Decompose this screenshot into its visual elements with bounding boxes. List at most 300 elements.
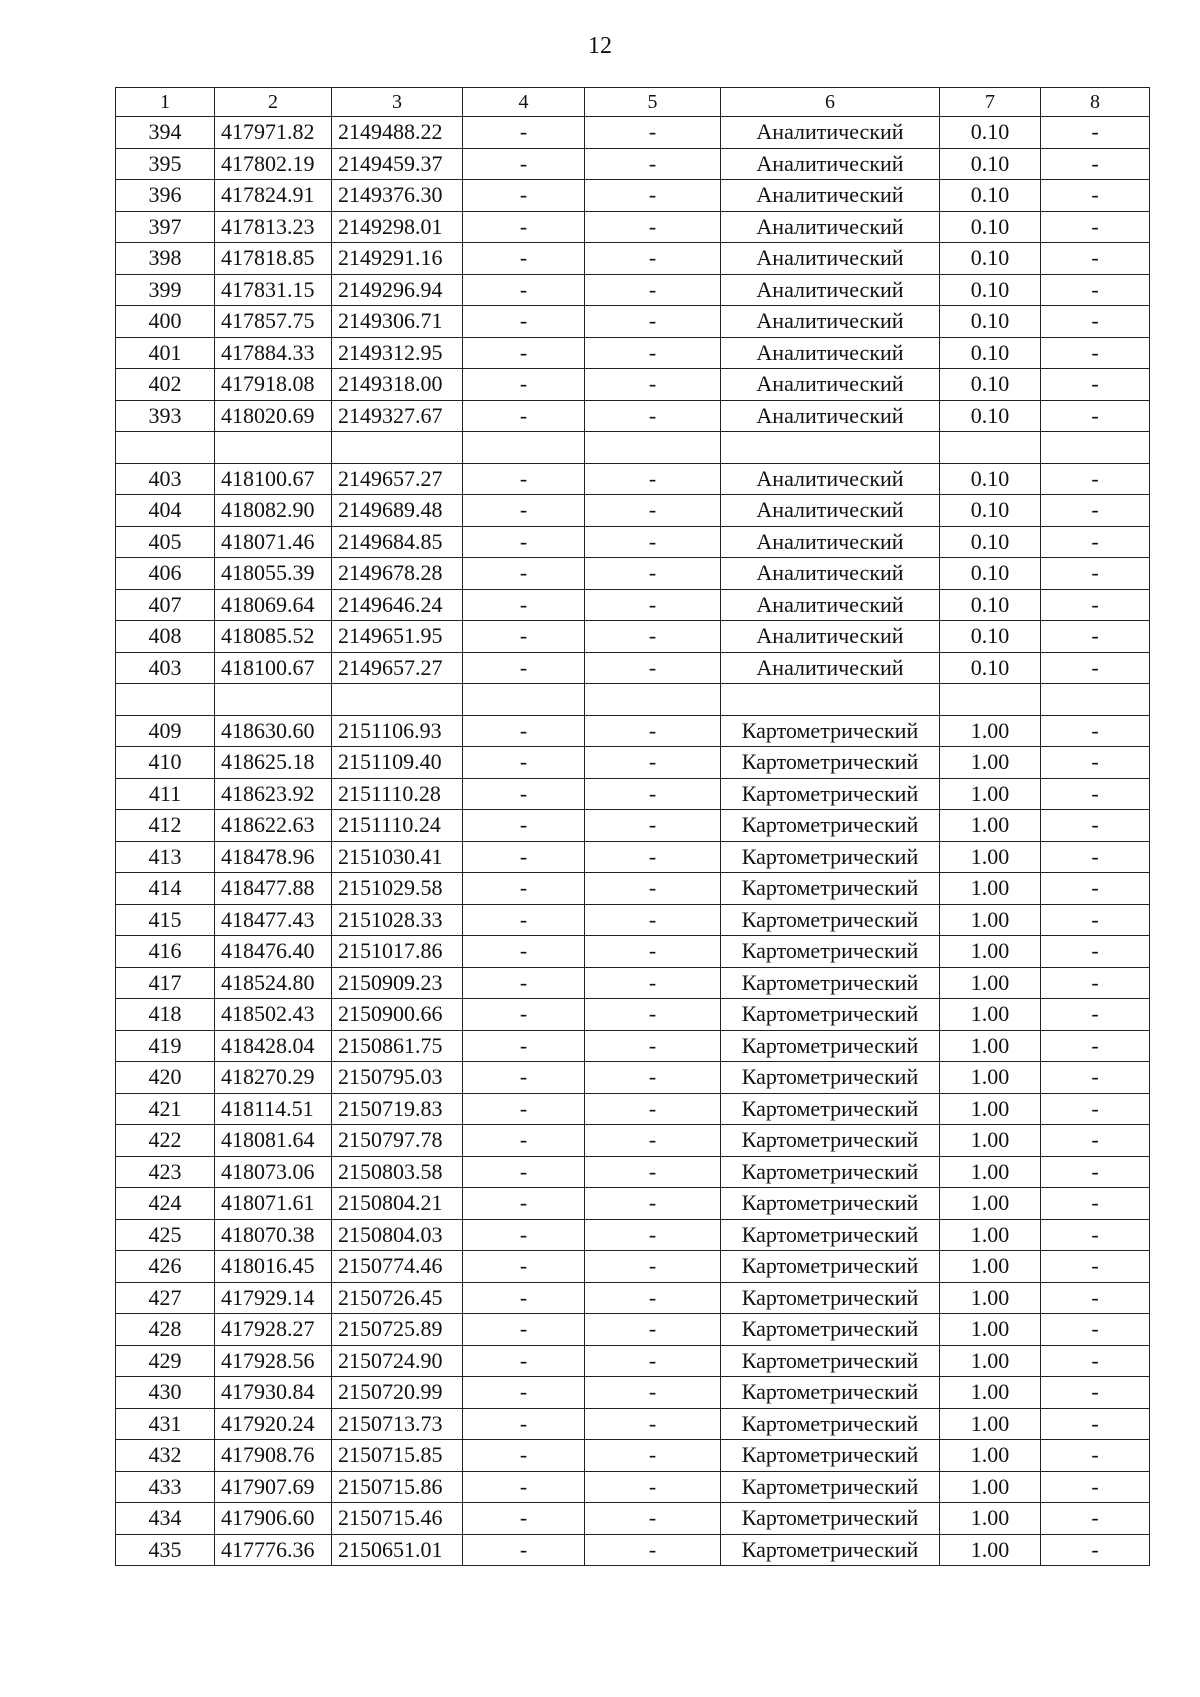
method-cell: Картометрический xyxy=(721,1345,940,1377)
accuracy-cell: 1.00 xyxy=(940,1408,1041,1440)
accuracy-cell: 1.00 xyxy=(940,967,1041,999)
point-number-cell: 404 xyxy=(116,495,215,527)
method-cell: Картометрический xyxy=(721,1251,940,1283)
method-cell xyxy=(721,432,940,464)
column-8-cell: - xyxy=(1041,747,1150,779)
table-row xyxy=(116,211,1150,243)
column-5-cell: - xyxy=(585,589,721,621)
column-8-cell: - xyxy=(1041,180,1150,212)
column-8-cell: - xyxy=(1041,306,1150,338)
y-coordinate-cell: 2150804.03 xyxy=(332,1219,463,1251)
x-coordinate-cell: 418016.45 xyxy=(215,1251,332,1283)
column-4-cell: - xyxy=(463,495,585,527)
point-number-cell: 408 xyxy=(116,621,215,653)
table-row xyxy=(116,621,1150,653)
x-coordinate-cell: 417818.85 xyxy=(215,243,332,275)
method-cell: Картометрический xyxy=(721,999,940,1031)
column-8-cell: - xyxy=(1041,1377,1150,1409)
column-8-cell: - xyxy=(1041,243,1150,275)
y-coordinate-cell: 2151028.33 xyxy=(332,904,463,936)
x-coordinate-cell: 418071.61 xyxy=(215,1188,332,1220)
column-8-cell: - xyxy=(1041,400,1150,432)
y-coordinate-cell: 2149488.22 xyxy=(332,117,463,149)
x-coordinate-cell: 417776.36 xyxy=(215,1534,332,1566)
column-4-cell: - xyxy=(463,1534,585,1566)
x-coordinate-cell: 418630.60 xyxy=(215,715,332,747)
column-4-cell: - xyxy=(463,1219,585,1251)
point-number-cell: 427 xyxy=(116,1282,215,1314)
x-coordinate-cell: 417831.15 xyxy=(215,274,332,306)
point-number-cell: 403 xyxy=(116,463,215,495)
accuracy-cell: 1.00 xyxy=(940,904,1041,936)
method-cell: Картометрический xyxy=(721,747,940,779)
table-row xyxy=(116,652,1150,684)
x-coordinate-cell: 417971.82 xyxy=(215,117,332,149)
x-coordinate-cell: 418085.52 xyxy=(215,621,332,653)
point-number-cell: 395 xyxy=(116,148,215,180)
column-8-cell: - xyxy=(1041,999,1150,1031)
x-coordinate-cell: 418622.63 xyxy=(215,810,332,842)
column-8-cell: - xyxy=(1041,1156,1150,1188)
table-row xyxy=(116,1282,1150,1314)
accuracy-cell: 0.10 xyxy=(940,400,1041,432)
x-coordinate-cell: 417918.08 xyxy=(215,369,332,401)
y-coordinate-cell: 2150715.85 xyxy=(332,1440,463,1472)
y-coordinate-cell: 2150726.45 xyxy=(332,1282,463,1314)
table-row xyxy=(116,936,1150,968)
point-number-cell: 426 xyxy=(116,1251,215,1283)
table-row xyxy=(116,715,1150,747)
table-row xyxy=(116,1125,1150,1157)
column-5-cell: - xyxy=(585,1156,721,1188)
accuracy-cell: 0.10 xyxy=(940,274,1041,306)
y-coordinate-cell: 2150725.89 xyxy=(332,1314,463,1346)
x-coordinate-cell: 417824.91 xyxy=(215,180,332,212)
column-5-cell: - xyxy=(585,400,721,432)
accuracy-cell: 1.00 xyxy=(940,1093,1041,1125)
y-coordinate-cell: 2150900.66 xyxy=(332,999,463,1031)
method-cell: Картометрический xyxy=(721,967,940,999)
column-4-cell: - xyxy=(463,180,585,212)
column-8-cell: - xyxy=(1041,1282,1150,1314)
x-coordinate-cell: 418100.67 xyxy=(215,652,332,684)
accuracy-cell: 1.00 xyxy=(940,1440,1041,1472)
y-coordinate-cell: 2149657.27 xyxy=(332,463,463,495)
x-coordinate-cell: 418020.69 xyxy=(215,400,332,432)
column-8-cell: - xyxy=(1041,148,1150,180)
column-4-cell: - xyxy=(463,715,585,747)
x-coordinate-cell: 418623.92 xyxy=(215,778,332,810)
x-coordinate-cell: 418070.38 xyxy=(215,1219,332,1251)
method-cell: Картометрический xyxy=(721,1534,940,1566)
column-4-cell: - xyxy=(463,1251,585,1283)
column-4-cell: - xyxy=(463,1282,585,1314)
point-number-cell: 423 xyxy=(116,1156,215,1188)
column-5-cell: - xyxy=(585,1125,721,1157)
column-5-cell: - xyxy=(585,1251,721,1283)
x-coordinate-cell: 418081.64 xyxy=(215,1125,332,1157)
y-coordinate-cell: 2150909.23 xyxy=(332,967,463,999)
point-number-cell: 422 xyxy=(116,1125,215,1157)
column-5-cell: - xyxy=(585,1314,721,1346)
column-5-cell xyxy=(585,432,721,464)
column-header-3: 3 xyxy=(332,88,463,117)
point-number-cell: 399 xyxy=(116,274,215,306)
column-5-cell: - xyxy=(585,873,721,905)
column-4-cell: - xyxy=(463,1408,585,1440)
table-row xyxy=(116,1503,1150,1535)
table-separator-row xyxy=(116,432,1150,464)
column-5-cell: - xyxy=(585,747,721,779)
column-4-cell: - xyxy=(463,243,585,275)
accuracy-cell: 1.00 xyxy=(940,1345,1041,1377)
column-4-cell: - xyxy=(463,747,585,779)
column-4-cell: - xyxy=(463,369,585,401)
method-cell: Аналитический xyxy=(721,463,940,495)
column-5-cell: - xyxy=(585,1440,721,1472)
point-number-cell: 416 xyxy=(116,936,215,968)
x-coordinate-cell: 418428.04 xyxy=(215,1030,332,1062)
point-number-cell: 428 xyxy=(116,1314,215,1346)
point-number-cell: 402 xyxy=(116,369,215,401)
column-5-cell: - xyxy=(585,1030,721,1062)
table-row xyxy=(116,148,1150,180)
x-coordinate-cell: 418502.43 xyxy=(215,999,332,1031)
column-8-cell: - xyxy=(1041,337,1150,369)
x-coordinate-cell: 418270.29 xyxy=(215,1062,332,1094)
accuracy-cell: 0.10 xyxy=(940,526,1041,558)
method-cell: Аналитический xyxy=(721,621,940,653)
point-number-cell: 419 xyxy=(116,1030,215,1062)
x-coordinate-cell: 418114.51 xyxy=(215,1093,332,1125)
method-cell: Картометрический xyxy=(721,1503,940,1535)
column-5-cell: - xyxy=(585,621,721,653)
x-coordinate-cell: 418069.64 xyxy=(215,589,332,621)
table-row xyxy=(116,747,1150,779)
point-number-cell: 394 xyxy=(116,117,215,149)
column-4-cell: - xyxy=(463,1471,585,1503)
column-8-cell: - xyxy=(1041,1062,1150,1094)
method-cell: Картометрический xyxy=(721,715,940,747)
y-coordinate-cell: 2151106.93 xyxy=(332,715,463,747)
column-5-cell: - xyxy=(585,1471,721,1503)
accuracy-cell: 0.10 xyxy=(940,337,1041,369)
table-row xyxy=(116,1030,1150,1062)
column-5-cell: - xyxy=(585,778,721,810)
column-header-7: 7 xyxy=(940,88,1041,117)
table-row xyxy=(116,463,1150,495)
column-5-cell: - xyxy=(585,967,721,999)
point-number-cell: 410 xyxy=(116,747,215,779)
point-number-cell: 393 xyxy=(116,400,215,432)
column-8-cell: - xyxy=(1041,274,1150,306)
column-8-cell: - xyxy=(1041,211,1150,243)
x-coordinate-cell: 417857.75 xyxy=(215,306,332,338)
column-4-cell: - xyxy=(463,211,585,243)
accuracy-cell: 1.00 xyxy=(940,1377,1041,1409)
table-row xyxy=(116,841,1150,873)
column-5-cell: - xyxy=(585,1219,721,1251)
table-row xyxy=(116,1314,1150,1346)
point-number-cell: 411 xyxy=(116,778,215,810)
column-8-cell xyxy=(1041,684,1150,716)
table-row xyxy=(116,1345,1150,1377)
point-number-cell xyxy=(116,432,215,464)
table-row xyxy=(116,1062,1150,1094)
column-4-cell: - xyxy=(463,1188,585,1220)
column-8-cell: - xyxy=(1041,1314,1150,1346)
table-row xyxy=(116,1156,1150,1188)
point-number-cell: 430 xyxy=(116,1377,215,1409)
column-5-cell: - xyxy=(585,495,721,527)
column-5-cell: - xyxy=(585,1062,721,1094)
column-4-cell: - xyxy=(463,1314,585,1346)
column-8-cell: - xyxy=(1041,495,1150,527)
column-8-cell: - xyxy=(1041,621,1150,653)
column-4-cell: - xyxy=(463,526,585,558)
point-number-cell: 405 xyxy=(116,526,215,558)
column-8-cell: - xyxy=(1041,1471,1150,1503)
method-cell: Аналитический xyxy=(721,274,940,306)
column-4-cell: - xyxy=(463,967,585,999)
column-8-cell: - xyxy=(1041,1408,1150,1440)
method-cell: Картометрический xyxy=(721,1156,940,1188)
method-cell: Картометрический xyxy=(721,936,940,968)
accuracy-cell: 1.00 xyxy=(940,1282,1041,1314)
y-coordinate-cell xyxy=(332,684,463,716)
column-5-cell: - xyxy=(585,211,721,243)
column-4-cell xyxy=(463,432,585,464)
y-coordinate-cell: 2149689.48 xyxy=(332,495,463,527)
x-coordinate-cell: 417920.24 xyxy=(215,1408,332,1440)
column-4-cell: - xyxy=(463,841,585,873)
page-number: 12 xyxy=(588,33,612,59)
column-8-cell: - xyxy=(1041,810,1150,842)
point-number-cell: 396 xyxy=(116,180,215,212)
column-4-cell: - xyxy=(463,936,585,968)
accuracy-cell: 1.00 xyxy=(940,936,1041,968)
table-row xyxy=(116,1093,1150,1125)
method-cell: Аналитический xyxy=(721,652,940,684)
y-coordinate-cell: 2149296.94 xyxy=(332,274,463,306)
table-row xyxy=(116,274,1150,306)
point-number-cell: 412 xyxy=(116,810,215,842)
column-5-cell: - xyxy=(585,463,721,495)
column-5-cell: - xyxy=(585,180,721,212)
x-coordinate-cell: 418477.88 xyxy=(215,873,332,905)
column-5-cell: - xyxy=(585,810,721,842)
point-number-cell: 403 xyxy=(116,652,215,684)
column-5-cell xyxy=(585,684,721,716)
method-cell xyxy=(721,684,940,716)
x-coordinate-cell: 418055.39 xyxy=(215,558,332,590)
x-coordinate-cell: 417813.23 xyxy=(215,211,332,243)
method-cell: Картометрический xyxy=(721,1062,940,1094)
column-5-cell: - xyxy=(585,904,721,936)
column-4-cell: - xyxy=(463,999,585,1031)
method-cell: Картометрический xyxy=(721,1093,940,1125)
column-5-cell: - xyxy=(585,1534,721,1566)
column-8-cell: - xyxy=(1041,904,1150,936)
column-4-cell: - xyxy=(463,1440,585,1472)
point-number-cell: 432 xyxy=(116,1440,215,1472)
x-coordinate-cell: 418071.46 xyxy=(215,526,332,558)
table-separator-row xyxy=(116,684,1150,716)
x-coordinate-cell: 417928.27 xyxy=(215,1314,332,1346)
method-cell: Аналитический xyxy=(721,589,940,621)
y-coordinate-cell xyxy=(332,432,463,464)
column-8-cell: - xyxy=(1041,778,1150,810)
column-5-cell: - xyxy=(585,841,721,873)
y-coordinate-cell: 2150797.78 xyxy=(332,1125,463,1157)
accuracy-cell xyxy=(940,432,1041,464)
column-8-cell: - xyxy=(1041,873,1150,905)
column-5-cell: - xyxy=(585,1408,721,1440)
point-number-cell: 424 xyxy=(116,1188,215,1220)
x-coordinate-cell: 417802.19 xyxy=(215,148,332,180)
accuracy-cell: 1.00 xyxy=(940,1062,1041,1094)
column-5-cell: - xyxy=(585,715,721,747)
method-cell: Аналитический xyxy=(721,211,940,243)
method-cell: Аналитический xyxy=(721,117,940,149)
accuracy-cell: 1.00 xyxy=(940,810,1041,842)
accuracy-cell: 0.10 xyxy=(940,180,1041,212)
y-coordinate-cell: 2149376.30 xyxy=(332,180,463,212)
y-coordinate-cell: 2150861.75 xyxy=(332,1030,463,1062)
accuracy-cell: 0.10 xyxy=(940,211,1041,243)
table-row xyxy=(116,1188,1150,1220)
column-4-cell: - xyxy=(463,1345,585,1377)
method-cell: Картометрический xyxy=(721,1219,940,1251)
point-number-cell: 413 xyxy=(116,841,215,873)
method-cell: Картометрический xyxy=(721,1125,940,1157)
point-number-cell: 425 xyxy=(116,1219,215,1251)
column-8-cell: - xyxy=(1041,526,1150,558)
point-number-cell: 431 xyxy=(116,1408,215,1440)
column-8-cell: - xyxy=(1041,369,1150,401)
accuracy-cell: 0.10 xyxy=(940,117,1041,149)
point-number-cell: 420 xyxy=(116,1062,215,1094)
column-8-cell: - xyxy=(1041,841,1150,873)
column-5-cell: - xyxy=(585,1503,721,1535)
column-4-cell: - xyxy=(463,1125,585,1157)
table-row xyxy=(116,1440,1150,1472)
y-coordinate-cell: 2149327.67 xyxy=(332,400,463,432)
point-number-cell: 409 xyxy=(116,715,215,747)
column-8-cell: - xyxy=(1041,1188,1150,1220)
table-header-row xyxy=(116,88,1150,117)
column-4-cell: - xyxy=(463,1156,585,1188)
column-4-cell: - xyxy=(463,1062,585,1094)
column-8-cell: - xyxy=(1041,1440,1150,1472)
table-row xyxy=(116,589,1150,621)
y-coordinate-cell: 2150724.90 xyxy=(332,1345,463,1377)
table-row xyxy=(116,999,1150,1031)
column-4-cell: - xyxy=(463,778,585,810)
y-coordinate-cell: 2149459.37 xyxy=(332,148,463,180)
accuracy-cell: 0.10 xyxy=(940,495,1041,527)
table-row xyxy=(116,1251,1150,1283)
column-4-cell: - xyxy=(463,1093,585,1125)
table-row xyxy=(116,904,1150,936)
column-5-cell: - xyxy=(585,1377,721,1409)
point-number-cell: 400 xyxy=(116,306,215,338)
table-row xyxy=(116,1534,1150,1566)
column-4-cell: - xyxy=(463,652,585,684)
accuracy-cell: 0.10 xyxy=(940,463,1041,495)
y-coordinate-cell: 2149678.28 xyxy=(332,558,463,590)
x-coordinate-cell: 418100.67 xyxy=(215,463,332,495)
column-5-cell: - xyxy=(585,369,721,401)
point-number-cell: 421 xyxy=(116,1093,215,1125)
column-8-cell: - xyxy=(1041,1251,1150,1283)
y-coordinate-cell: 2150804.21 xyxy=(332,1188,463,1220)
x-coordinate-cell: 417908.76 xyxy=(215,1440,332,1472)
y-coordinate-cell: 2149318.00 xyxy=(332,369,463,401)
method-cell: Картометрический xyxy=(721,1408,940,1440)
column-8-cell: - xyxy=(1041,589,1150,621)
column-5-cell: - xyxy=(585,274,721,306)
table-row xyxy=(116,1219,1150,1251)
point-number-cell: 417 xyxy=(116,967,215,999)
column-4-cell: - xyxy=(463,306,585,338)
y-coordinate-cell: 2149306.71 xyxy=(332,306,463,338)
column-4-cell: - xyxy=(463,589,585,621)
column-header-6: 6 xyxy=(721,88,940,117)
table-row xyxy=(116,873,1150,905)
y-coordinate-cell: 2151109.40 xyxy=(332,747,463,779)
x-coordinate-cell: 418524.80 xyxy=(215,967,332,999)
y-coordinate-cell: 2151017.86 xyxy=(332,936,463,968)
column-8-cell: - xyxy=(1041,1219,1150,1251)
column-5-cell: - xyxy=(585,243,721,275)
column-5-cell: - xyxy=(585,999,721,1031)
accuracy-cell: 1.00 xyxy=(940,1314,1041,1346)
method-cell: Аналитический xyxy=(721,337,940,369)
table-row xyxy=(116,1471,1150,1503)
point-number-cell xyxy=(116,684,215,716)
accuracy-cell: 1.00 xyxy=(940,1251,1041,1283)
column-5-cell: - xyxy=(585,1093,721,1125)
column-8-cell: - xyxy=(1041,715,1150,747)
column-8-cell: - xyxy=(1041,652,1150,684)
column-5-cell: - xyxy=(585,306,721,338)
accuracy-cell xyxy=(940,684,1041,716)
column-8-cell: - xyxy=(1041,463,1150,495)
coordinates-table xyxy=(115,87,1150,1566)
column-header-5: 5 xyxy=(585,88,721,117)
method-cell: Картометрический xyxy=(721,873,940,905)
column-4-cell: - xyxy=(463,558,585,590)
accuracy-cell: 0.10 xyxy=(940,148,1041,180)
column-8-cell: - xyxy=(1041,1093,1150,1125)
y-coordinate-cell: 2149312.95 xyxy=(332,337,463,369)
y-coordinate-cell: 2150803.58 xyxy=(332,1156,463,1188)
point-number-cell: 433 xyxy=(116,1471,215,1503)
table-row xyxy=(116,180,1150,212)
y-coordinate-cell: 2150715.46 xyxy=(332,1503,463,1535)
accuracy-cell: 0.10 xyxy=(940,621,1041,653)
column-header-2: 2 xyxy=(215,88,332,117)
x-coordinate-cell: 418082.90 xyxy=(215,495,332,527)
table-row xyxy=(116,117,1150,149)
accuracy-cell: 1.00 xyxy=(940,747,1041,779)
y-coordinate-cell: 2149298.01 xyxy=(332,211,463,243)
y-coordinate-cell: 2150713.73 xyxy=(332,1408,463,1440)
method-cell: Картометрический xyxy=(721,1440,940,1472)
y-coordinate-cell: 2150719.83 xyxy=(332,1093,463,1125)
column-8-cell: - xyxy=(1041,967,1150,999)
